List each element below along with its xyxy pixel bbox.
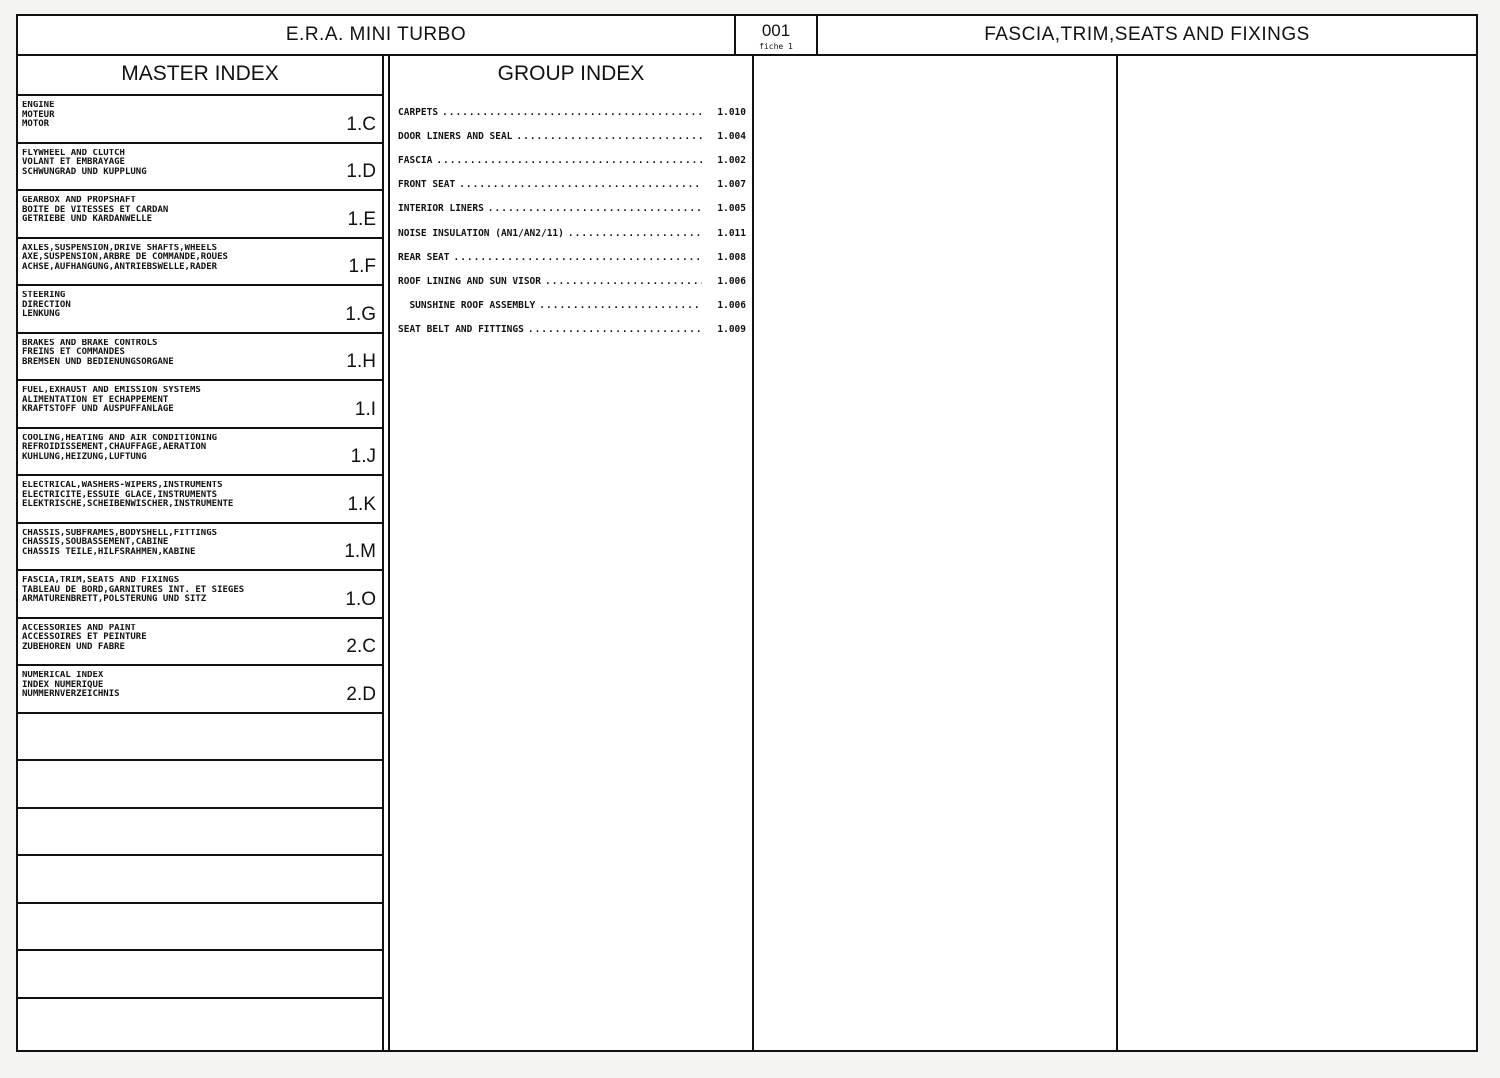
header-bar	[18, 16, 1476, 56]
master-index-row	[18, 759, 382, 807]
master-index-row	[18, 949, 382, 997]
group-index-item[interactable]	[398, 318, 746, 342]
group-index-item[interactable]	[398, 269, 746, 293]
group-index-item[interactable]	[398, 148, 746, 172]
master-index-line: MOTOR	[22, 119, 50, 129]
dot-leader	[539, 300, 702, 311]
master-index-line: ACHSE,AUFHANGUNG,ANTRIEBSWELLE,RADER	[22, 261, 218, 272]
dot-leader	[453, 252, 702, 263]
vehicle-title: E.R.A. MINI TURBO	[18, 16, 736, 54]
master-index-line: BOITE DE VITESSES ET CARDAN	[22, 204, 169, 215]
fiche-sheet	[16, 14, 1478, 1052]
master-index-list	[18, 94, 382, 1044]
dot-leader	[442, 107, 702, 118]
dot-leader	[488, 203, 702, 214]
master-index-row[interactable]	[18, 569, 382, 617]
master-index-line: GETRIEBE UND KARDANWELLE	[22, 214, 153, 224]
master-index-line: BRAKES AND BRAKE CONTROLS	[22, 338, 158, 348]
master-index-row[interactable]	[18, 332, 382, 380]
group-index-item[interactable]	[398, 197, 746, 221]
master-index-description	[22, 149, 342, 178]
group-index-label: FASCIA	[398, 154, 433, 166]
group-index-page: 1.011	[717, 227, 746, 239]
fiche-label: fiche 1	[759, 42, 793, 51]
master-index-description	[22, 101, 342, 130]
group-index-label: FRONT SEAT	[398, 179, 456, 191]
group-index-page: 1.002	[717, 154, 746, 166]
group-index-item[interactable]	[398, 124, 746, 148]
master-index-code: 1.D	[346, 161, 376, 182]
master-index-row[interactable]	[18, 189, 382, 237]
master-index-line: CHASSIS,SUBFRAMES,BODYSHELL,FITTINGS	[22, 528, 218, 538]
master-index-column	[18, 54, 384, 1050]
group-index-item[interactable]	[398, 100, 746, 124]
master-index-line: ELECTRICITE,ESSUIE GLACE,INSTRUMENTS	[22, 489, 218, 500]
master-index-code: 2.C	[346, 636, 376, 657]
master-index-description	[22, 291, 342, 320]
master-index-row[interactable]	[18, 474, 382, 522]
master-index-line: AXLES,SUSPENSION,DRIVE SHAFTS,WHEELS	[22, 243, 218, 253]
master-index-line: KUHLUNG,HEIZUNG,LUFTUNG	[22, 451, 147, 462]
master-index-line: REFROIDISSEMENT,CHAUFFAGE,AERATION	[22, 442, 207, 452]
master-index-description	[22, 576, 342, 605]
master-index-line: MOTEUR	[22, 109, 55, 120]
dot-leader	[516, 131, 702, 142]
master-index-line: ZUBEHOREN UND FABRE	[22, 641, 125, 652]
master-index-row[interactable]	[18, 237, 382, 285]
master-index-code: 1.I	[354, 398, 376, 420]
master-index-row[interactable]	[18, 427, 382, 475]
group-index-column	[390, 54, 754, 1050]
group-index-label: SEAT BELT AND FITTINGS	[398, 324, 524, 336]
dot-leader	[436, 155, 702, 166]
master-index-row[interactable]	[18, 142, 382, 190]
master-index-line: FASCIA,TRIM,SEATS AND FIXINGS	[22, 576, 180, 585]
master-index-description	[22, 386, 342, 415]
master-index-row[interactable]	[18, 284, 382, 332]
group-index-page: 1.006	[717, 300, 746, 312]
dot-leader	[528, 324, 702, 335]
group-title: FASCIA,TRIM,SEATS AND FIXINGS	[984, 24, 1310, 45]
group-index-title: GROUP INDEX	[497, 62, 645, 85]
blank-column-2	[1118, 54, 1476, 1050]
master-index-description	[22, 624, 342, 653]
master-index-title: MASTER INDEX	[121, 62, 279, 85]
group-index-item[interactable]	[398, 245, 746, 269]
master-index-row[interactable]	[18, 94, 382, 142]
master-index-row[interactable]	[18, 617, 382, 665]
master-index-line: BREMSEN UND BEDIENUNGSORGANE	[22, 356, 174, 367]
master-index-code: 1.O	[345, 588, 376, 610]
master-index-row[interactable]	[18, 379, 382, 427]
master-index-line: ACCESSORIES AND PAINT	[22, 623, 136, 633]
master-index-line: FUEL,EXHAUST AND EMISSION SYSTEMS	[22, 386, 201, 395]
group-index-list	[390, 94, 752, 342]
group-index-page: 1.007	[717, 179, 746, 191]
fiche-number: 001	[761, 21, 791, 40]
master-index-line: AXE,SUSPENSION,ARBRE DE COMMANDE,ROUES	[22, 252, 228, 262]
group-index-label: INTERIOR LINERS	[398, 203, 484, 215]
master-index-line: ELECTRICAL,WASHERS-WIPERS,INSTRUMENTS	[22, 481, 223, 490]
master-index-line: STEERING	[22, 291, 66, 300]
master-index-line: NUMMERNVERZEICHNIS	[22, 689, 120, 699]
group-index-label: ROOF LINING AND SUN VISOR	[398, 275, 541, 287]
master-index-line: ACCESSOIRES ET PEINTURE	[22, 632, 147, 642]
master-index-line: FLYWHEEL AND CLUTCH	[22, 148, 125, 158]
master-index-row[interactable]	[18, 664, 382, 712]
master-index-line: CHASSIS TEILE,HILFSRAHMEN,KABINE	[22, 546, 196, 557]
master-index-code: 1.H	[346, 351, 376, 372]
group-index-label: DOOR LINERS AND SEAL	[398, 130, 513, 142]
master-index-line: ALIMENTATION ET ECHAPPEMENT	[22, 394, 169, 405]
master-index-code: 1.J	[350, 446, 376, 467]
master-index-row	[18, 712, 382, 760]
group-index-label: REAR SEAT	[398, 251, 450, 263]
master-index-line: COOLING,HEATING AND AIR CONDITIONING	[22, 433, 218, 443]
group-index-label: CARPETS	[398, 106, 439, 118]
master-index-code: 2.D	[346, 683, 376, 705]
master-index-code: 1.E	[347, 208, 376, 230]
master-index-description	[22, 244, 342, 273]
master-index-code: 1.C	[346, 113, 376, 135]
master-index-line: CHASSIS,SOUBASSEMENT,CABINE	[22, 537, 169, 547]
group-index-item[interactable]	[398, 173, 746, 197]
dot-leader	[568, 228, 702, 239]
master-index-row	[18, 807, 382, 855]
fiche-number-box	[736, 16, 818, 54]
master-index-code: 1.G	[345, 303, 376, 325]
master-index-line: ENGINE	[22, 101, 55, 110]
dot-leader	[459, 179, 702, 190]
master-index-line: GEARBOX AND PROPSHAFT	[22, 196, 136, 205]
master-index-line: ELEKTRISCHE,SCHEIBENWISCHER,INSTRUMENTE	[22, 499, 234, 509]
group-index-page: 1.008	[717, 251, 746, 263]
master-index-description	[22, 529, 342, 558]
master-index-line: KRAFTSTOFF UND AUSPUFFANLAGE	[22, 404, 174, 414]
blank-column-1	[754, 54, 1118, 1050]
group-index-label: SUNSHINE ROOF ASSEMBLY	[398, 300, 536, 312]
master-index-line: LENKUNG	[22, 309, 60, 319]
group-index-item[interactable]	[398, 294, 746, 318]
master-index-description	[22, 196, 342, 225]
master-index-description	[22, 434, 342, 463]
master-index-row[interactable]	[18, 522, 382, 570]
master-index-row	[18, 854, 382, 902]
master-index-code: 1.M	[344, 541, 376, 562]
group-index-label: NOISE INSULATION (AN1/AN2/11)	[398, 227, 564, 239]
group-index-item[interactable]	[398, 221, 746, 245]
master-index-description	[22, 339, 342, 368]
master-index-line: TABLEAU DE BORD,GARNITURES INT. ET SIEGES	[22, 584, 245, 595]
master-index-line: VOLANT ET EMBRAYAGE	[22, 157, 125, 167]
master-index-row	[18, 997, 382, 1045]
group-index-page: 1.004	[717, 130, 746, 142]
group-index-page: 1.005	[717, 203, 746, 215]
master-index-line: SCHWUNGRAD UND KUPPLUNG	[22, 166, 147, 177]
master-index-description	[22, 671, 342, 700]
group-index-page: 1.006	[717, 275, 746, 287]
master-index-line: ARMATURENBRETT,POLSTERUNG UND SITZ	[22, 594, 207, 604]
master-index-code: 1.K	[347, 493, 376, 515]
master-index-line: INDEX NUMERIQUE	[22, 679, 104, 690]
group-index-page: 1.010	[717, 106, 746, 118]
group-index-page: 1.009	[717, 324, 746, 336]
master-index-line: NUMERICAL INDEX	[22, 671, 104, 680]
master-index-code: 1.F	[348, 256, 376, 277]
master-index-row	[18, 902, 382, 950]
master-index-line: FREINS ET COMMANDES	[22, 347, 125, 357]
master-index-line: DIRECTION	[22, 299, 71, 310]
master-index-description	[22, 481, 342, 510]
dot-leader	[545, 276, 702, 287]
